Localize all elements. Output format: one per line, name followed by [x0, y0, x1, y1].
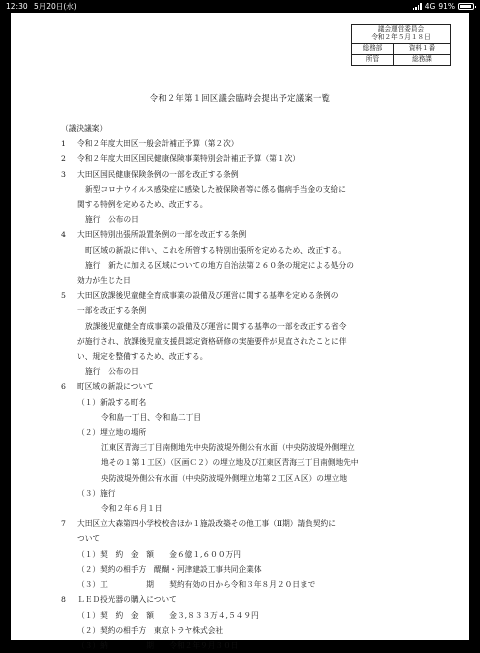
- list-item: 2 令和２年度大田区国民健康保険事業特別会計補正予算（第１次）: [61, 154, 300, 164]
- item-detail: い、規定を整備するため、改正する。: [77, 352, 208, 362]
- item-detail: 町区域の新設に伴い、これを所管する特別出張所を定めるため、改正する。: [85, 245, 347, 255]
- sub-item-line: 令和島一丁目、令和島二丁目: [101, 412, 201, 422]
- document-body: [61, 121, 461, 653]
- list-item: 5 大田区放課後児童健全育成事業の設備及び運営に関する基準を定める条例の: [61, 291, 339, 301]
- stamp-org: 議会運営委員会: [377, 25, 425, 33]
- sub-item-line: 央防波堤外側公有水面（中央防波堤外側埋立地第２工区Ａ区）の埋立地: [101, 473, 348, 483]
- sub-item-label: （２）埋立地の場所: [77, 428, 147, 438]
- item-detail: 関する特例を定めるため、改正する。: [77, 200, 208, 210]
- document-title: 令和２年第１回区議会臨時会提出予定議案一覧: [149, 93, 331, 103]
- list-item: 3 大田区国民健康保険条例の一部を改正する条例: [61, 169, 239, 179]
- status-date: 5月20日(水): [34, 2, 77, 11]
- battery-icon: [458, 3, 474, 10]
- item-text-continued: 一部を改正する条例: [77, 306, 147, 316]
- item-detail: 効力が生じた日: [77, 276, 131, 286]
- item-effective: 施行 公布の日: [85, 215, 139, 225]
- network-type: 4G: [424, 2, 436, 11]
- sub-item-label: （１）新設する町名: [77, 397, 147, 407]
- sub-item-line: 地その１第１工区）（区画Ｃ２）の埋立地及び江東区青海三丁目南側地先中: [101, 458, 359, 468]
- contract-line: （３）工 期 契約有効の日から令和３年８月２０日まで: [77, 580, 316, 590]
- stamp-row: 所管 総務課: [352, 55, 450, 65]
- list-item: 4 大田区特別出張所設置条例の一部を改正する条例: [61, 230, 247, 240]
- document-page[interactable]: [11, 13, 469, 650]
- sub-item-label: （３）施行: [77, 488, 116, 498]
- cellular-signal-icon: [413, 3, 422, 10]
- contract-line: （１）契 約 金 額 金６億１,６００万円: [77, 549, 241, 559]
- list-item: 7 大田区立大森第四小学校校舎ほか１施設改築その他工事（Ⅱ期）請負契約に: [61, 519, 336, 529]
- contract-line: （３）納 期 令和２年９月３０日: [77, 640, 239, 650]
- document-stamp: [351, 24, 451, 66]
- list-item: 1 令和２年度大田区一般会計補正予算（第２次）: [61, 139, 239, 149]
- sub-item-line: 江東区青海三丁目南側地先中央防波堤外側公有水面（中央防波堤外側埋立: [101, 443, 355, 453]
- contract-line: （２）契約の相手方 醍醐・河津建設工事共同企業体: [77, 564, 262, 574]
- contract-line: （２）契約の相手方 東京トラヤ株式会社: [77, 625, 224, 635]
- status-bar: [0, 0, 480, 13]
- stamp-date: 令和２年５月１８日: [371, 32, 431, 41]
- item-detail: 施行 新たに加える区域についての地方自治法第２６０条の規定による処分の: [85, 260, 354, 270]
- status-time: 12:30: [6, 2, 28, 11]
- stamp-row: 総務部 資料１番: [352, 44, 450, 55]
- item-effective: 施行 公布の日: [85, 367, 139, 377]
- battery-percent: 91%: [438, 2, 455, 11]
- item-detail: が施行され、放課後児童支援員認定資格研修の実施要件が見直されたことに伴: [77, 336, 347, 346]
- list-item: 6 町区域の新設について: [61, 382, 154, 392]
- contract-line: （１）契 約 金 額 金３,８３３万４,５４９円: [77, 610, 259, 620]
- category-label: （議決議案）: [61, 124, 108, 133]
- sub-item-line: 令和２年６月１日: [101, 504, 163, 514]
- list-item: 8 ＬＥＤ投光器の購入について: [61, 595, 177, 605]
- item-detail: 放課後児童健全育成事業の設備及び運営に関する基準の一部を改正する省令: [85, 321, 347, 331]
- item-detail: 新型コロナウイルス感染症に感染した被保険者等に係る傷病手当金の支給に: [85, 184, 346, 194]
- item-text-continued: ついて: [77, 534, 101, 544]
